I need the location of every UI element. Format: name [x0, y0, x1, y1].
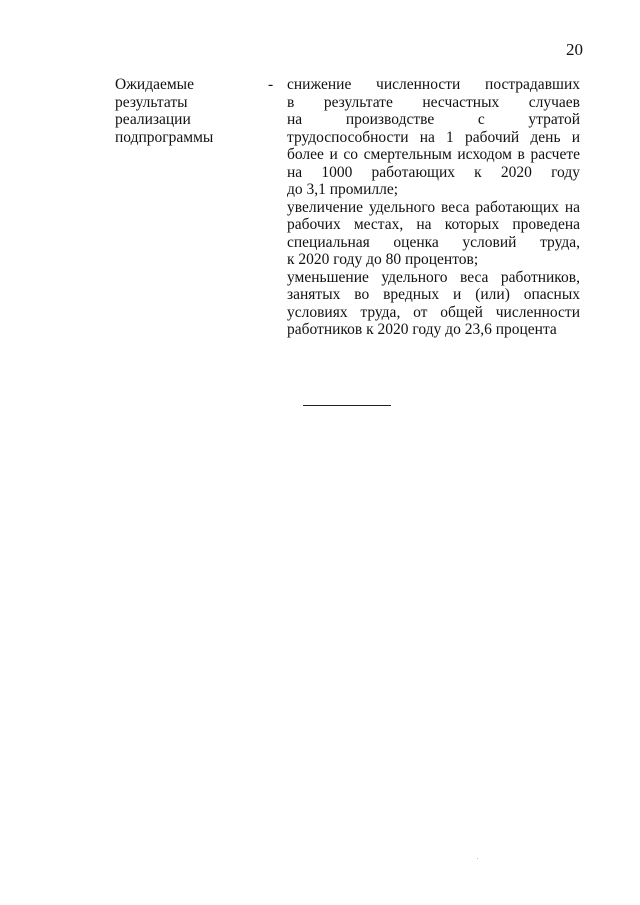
text-line: занятых во вредных и (или) опасных	[287, 286, 580, 303]
label-line: реализации	[115, 111, 191, 128]
scan-speck	[477, 858, 478, 859]
text-line: снижение численности пострадавших	[287, 76, 580, 93]
label-line: результаты	[115, 93, 188, 111]
label-line: Ожидаемые	[115, 76, 194, 93]
field-value	[287, 76, 580, 339]
text-line: рабочих местах, на которых проведена	[287, 216, 580, 233]
text-line: в результате несчастных случаев	[287, 93, 580, 111]
text-line: до 3,1 промилле;	[287, 181, 399, 198]
text-line: на производстве с утратой	[287, 111, 580, 128]
paragraph-workplace-assessment	[287, 199, 580, 269]
text-line: на 1000 работающих к 2020 году	[287, 163, 580, 181]
text-line: трудоспособности на 1 рабочий день и	[287, 128, 580, 146]
text-line: работников к 2020 году до 23,6 процента	[287, 321, 557, 338]
paragraph-injury-reduction	[287, 76, 580, 199]
label-line: подпрограммы	[115, 128, 214, 146]
end-rule	[303, 405, 391, 406]
dash-separator: -	[268, 76, 274, 93]
text-line: увеличение удельного веса работающих на	[287, 198, 580, 216]
paragraph-hazardous-conditions	[287, 269, 580, 339]
text-line: к 2020 году до 80 процентов;	[287, 251, 479, 268]
field-label	[115, 76, 255, 146]
text-line: уменьшение удельного веса работников,	[287, 268, 580, 286]
text-line: специальная оценка условий труда,	[287, 233, 580, 251]
text-line: условиях труда, от общей численности	[287, 303, 580, 321]
text-line: более и со смертельным исходом в расчете	[287, 146, 580, 163]
page-number: 20	[566, 40, 583, 59]
